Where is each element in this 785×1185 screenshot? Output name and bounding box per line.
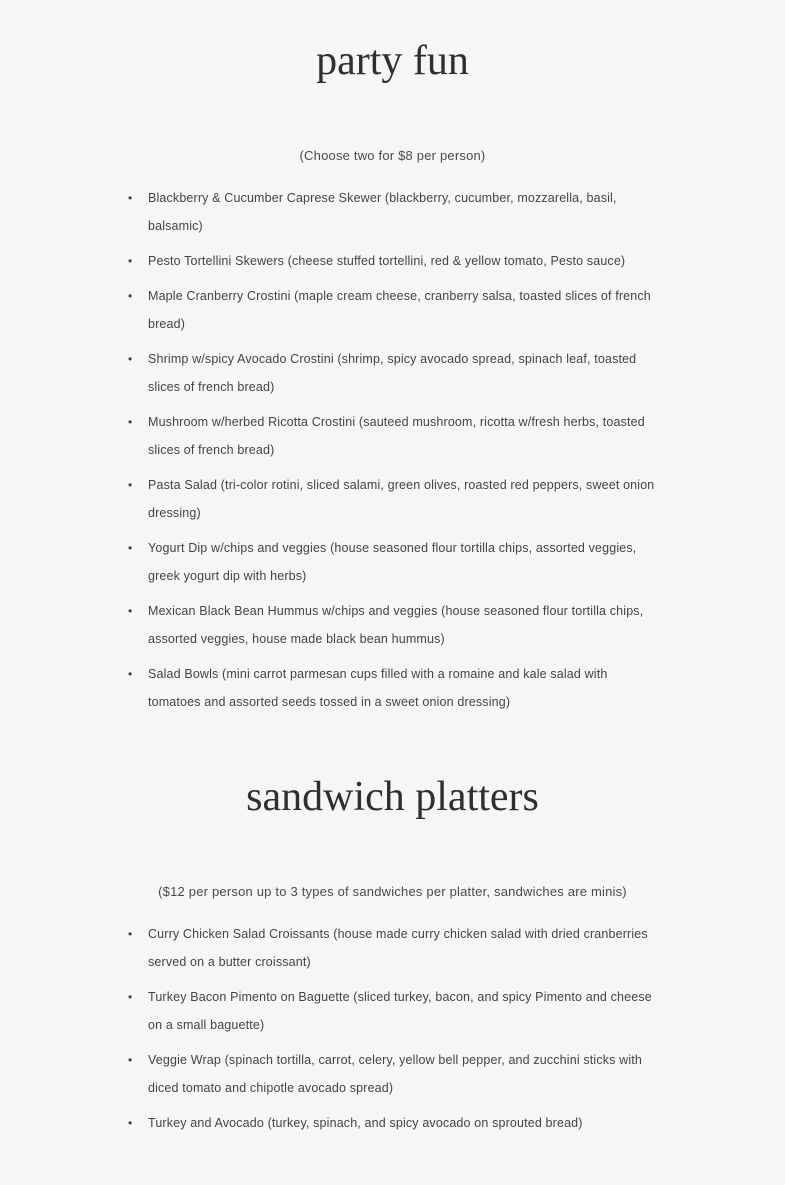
menu-item-text: Mushroom w/herbed Ricotta Crostini (sauteed mushroom, ricotta w/fresh herbs, toasted slices of french bread) bbox=[148, 415, 645, 457]
menu-item-text: Blackberry & Cucumber Caprese Skewer (blackberry, cucumber, mozzarella, basil, balsamic) bbox=[148, 191, 617, 233]
menu-item-text: Pesto Tortellini Skewers (cheese stuffed tortellini, red & yellow tomato, Pesto sauce) bbox=[148, 254, 626, 268]
section-note-party-fun: (Choose two for $8 per person) bbox=[299, 148, 486, 163]
menu-item bbox=[128, 282, 663, 338]
menu-item-text: Curry Chicken Salad Croissants (house made curry chicken salad with dried cranberries served on a butter croissant) bbox=[148, 927, 648, 969]
menu-item-text: Pasta Salad (tri-color rotini, sliced salami, green olives, roasted red peppers, sweet onion dressing) bbox=[148, 478, 655, 520]
menu-item-text: Maple Cranberry Crostini (maple cream cheese, cranberry salsa, toasted slices of french bread) bbox=[148, 289, 651, 331]
menu-item-text: Salad Bowls (mini carrot parmesan cups filled with a romaine and kale salad with tomatoes and assorted seeds tossed in a sweet onion dressing) bbox=[148, 667, 608, 709]
bullet-icon: • bbox=[128, 1053, 133, 1067]
section-note-sandwich-platters: ($12 per person up to 3 types of sandwiches per platter, sandwiches are minis) bbox=[158, 884, 627, 899]
bullet-icon: • bbox=[128, 667, 133, 681]
menu-item bbox=[128, 983, 663, 1039]
menu-item-text: Mexican Black Bean Hummus w/chips and veggies (house seasoned flour tortilla chips, assorted veggies, house made black bean hummus) bbox=[148, 604, 644, 646]
menu-item-text: Yogurt Dip w/chips and veggies (house seasoned flour tortilla chips, assorted veggies, greek yogurt dip with herbs) bbox=[148, 541, 637, 583]
menu-item bbox=[128, 920, 663, 976]
sandwich-platters-menu-list bbox=[128, 920, 663, 1144]
menu-item bbox=[128, 345, 663, 401]
menu-item bbox=[128, 471, 663, 527]
menu-item bbox=[128, 597, 663, 653]
menu-item-text: Turkey Bacon Pimento on Baguette (sliced turkey, bacon, and spicy Pimento and cheese on a small baguette) bbox=[148, 990, 652, 1032]
bullet-icon: • bbox=[128, 254, 133, 268]
menu-item bbox=[128, 1046, 663, 1102]
menu-item bbox=[128, 1109, 663, 1137]
bullet-icon: • bbox=[128, 604, 133, 618]
menu-item bbox=[128, 184, 663, 240]
menu-item-text: Shrimp w/spicy Avocado Crostini (shrimp, spicy avocado spread, spinach leaf, toasted slices of french bread) bbox=[148, 352, 637, 394]
bullet-icon: • bbox=[128, 478, 133, 492]
menu-item-text: Turkey and Avocado (turkey, spinach, and spicy avocado on sprouted bread) bbox=[148, 1116, 583, 1130]
menu-item bbox=[128, 408, 663, 464]
bullet-icon: • bbox=[128, 1116, 133, 1130]
party-fun-menu-list bbox=[128, 184, 663, 723]
menu-item-text: Veggie Wrap (spinach tortilla, carrot, celery, yellow bell pepper, and zucchini sticks with diced tomato and chipotle avocado spread) bbox=[148, 1053, 642, 1095]
bullet-icon: • bbox=[128, 191, 133, 205]
bullet-icon: • bbox=[128, 927, 133, 941]
bullet-icon: • bbox=[128, 352, 133, 366]
bullet-icon: • bbox=[128, 415, 133, 429]
menu-item bbox=[128, 247, 663, 275]
menu-item bbox=[128, 534, 663, 590]
section-title-sandwich-platters: sandwich platters bbox=[246, 774, 539, 820]
section-title-party-fun: party fun bbox=[316, 38, 469, 84]
bullet-icon: • bbox=[128, 541, 133, 555]
menu-item bbox=[128, 660, 663, 716]
bullet-icon: • bbox=[128, 289, 133, 303]
bullet-icon: • bbox=[128, 990, 133, 1004]
